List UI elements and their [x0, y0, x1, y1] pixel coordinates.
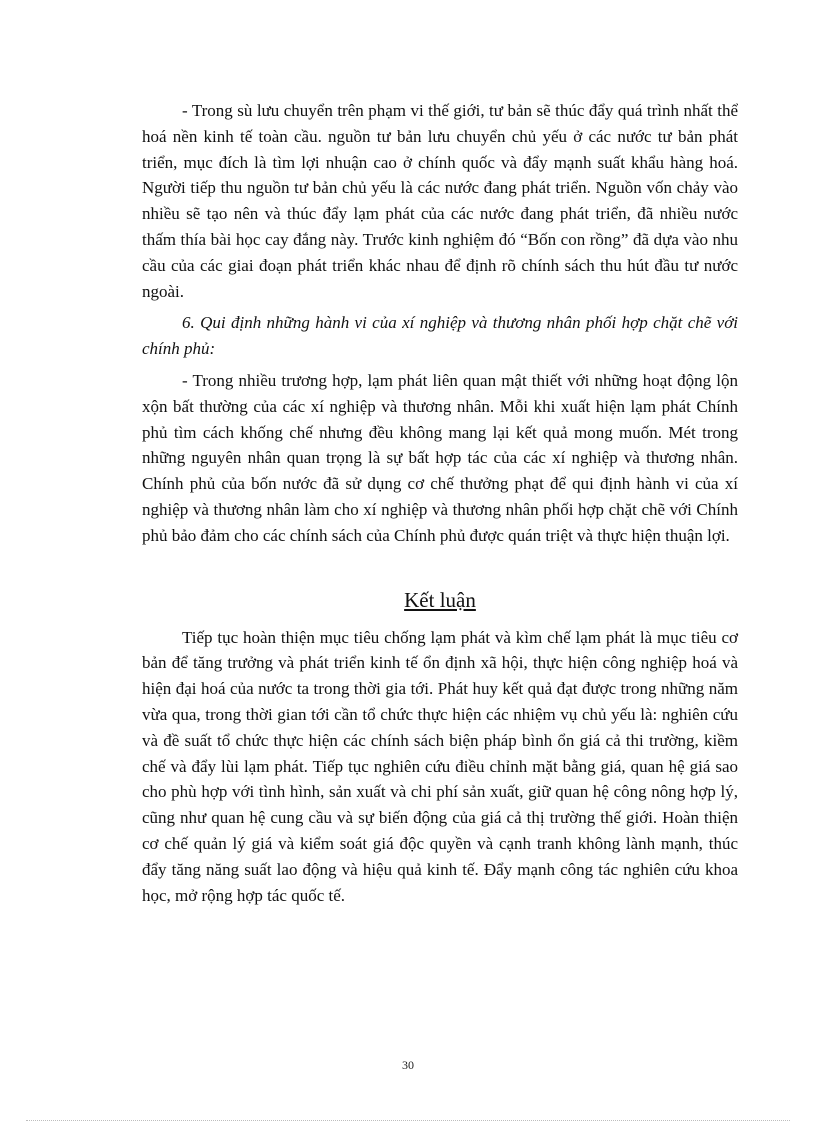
conclusion-heading: Kết luận — [404, 587, 476, 612]
page-number: 30 — [402, 1058, 414, 1072]
page-bottom-border — [26, 1120, 790, 1121]
page-content — [142, 98, 738, 908]
paragraph-capital-flow: - Trong sù lưu chuyển trên phạm vi thế giới, tư bản sẽ thúc đẩy quá trình nhất thể hoá nền kinh tế toàn cầu. nguồn tư bản lưu chuyển chủ yếu ở các nước tư bản phát triển, mục đích là tìm lợi nhuận cao ở chính quốc và đẩy mạnh suất khẩu hàng hoá. Người tiếp thu nguồn tư bản chủ yếu là các nước đang phát triển. Nguồn vốn chảy vào nhiều sẽ tạo nên và thúc đẩy lạm phát của các nước đang phát triển, đã nhiều nước thấm thía bài học cay đắng này. Trước kinh nghiệm đó “Bốn con rồng” đã dựa vào nhu cầu của các giai đoạn phát triển khác nhau để định rõ chính sách thu hút đầu tư nước ngoài. — [142, 101, 738, 301]
conclusion-paragraph: Tiếp tục hoàn thiện mục tiêu chống lạm phát và kìm chế lạm phát là mục tiêu cơ bản để tăng trưởng và phát triển kinh tế ổn định xã hội, thực hiện công nghiệp hoá và hiện đại hoá của nước ta trong thời gia tới. Phát huy kết quả đạt được trong những năm vừa qua, trong thời gian tới cần tổ chức thực hiện các nhiệm vụ chủ yếu là: nghiên cứu và đề suất tổ chức thực hiện các chính sách biện pháp bình ổn giá cả thi trường, kiềm chế và đẩy lùi lạm phát. Tiếp tục nghiên cứu điều chỉnh mặt bằng giá, quan hệ giá sao cho phù hợp với tình hình, sản xuất và chi phí sản xuất, giữ quan hệ công nông hợp lý, cũng như quan hệ cung cầu và sự biến động của giá cả thị trường thế giới. Hoàn thiện cơ chế quản lý giá và kiểm soát giá độc quyền và cạnh tranh không lành mạnh, thúc đẩy tăng năng suất lao động và hiệu quả kinh tế. Đẩy mạnh công tác nghiên cứu khoa học, mở rộng hợp tác quốc tế. — [142, 627, 738, 905]
section-heading-6: 6. Qui định những hành vi của xí nghiệp và thương nhân phối hợp chặt chẽ với chính phủ: — [142, 313, 738, 359]
paragraph-enterprise-behavior: - Trong nhiều trương hợp, lạm phát liên quan mật thiết với những hoạt động lộn xộn bất thường của các xí nghiệp và thương nhân. Mỗi khi xuất hiện lạm phát Chính phủ tìm cách khống chế nhưng đều không mang lại kết quả mong muốn. Mét trong những nguyên nhân quan trọng là sự bất hợp tác của các xí nghiệp và thương nhân. Chính phủ của bốn nước đã sử dụng cơ chế thưởng phạt để qui định hành vi của xí nghiệp và thương nhân làm cho xí nghiệp và thương nhân phối hợp chặt chẽ với Chính phủ bảo đảm cho các chính sách của Chính phủ được quán triệt và thực hiện thuận lợi. — [142, 370, 738, 545]
